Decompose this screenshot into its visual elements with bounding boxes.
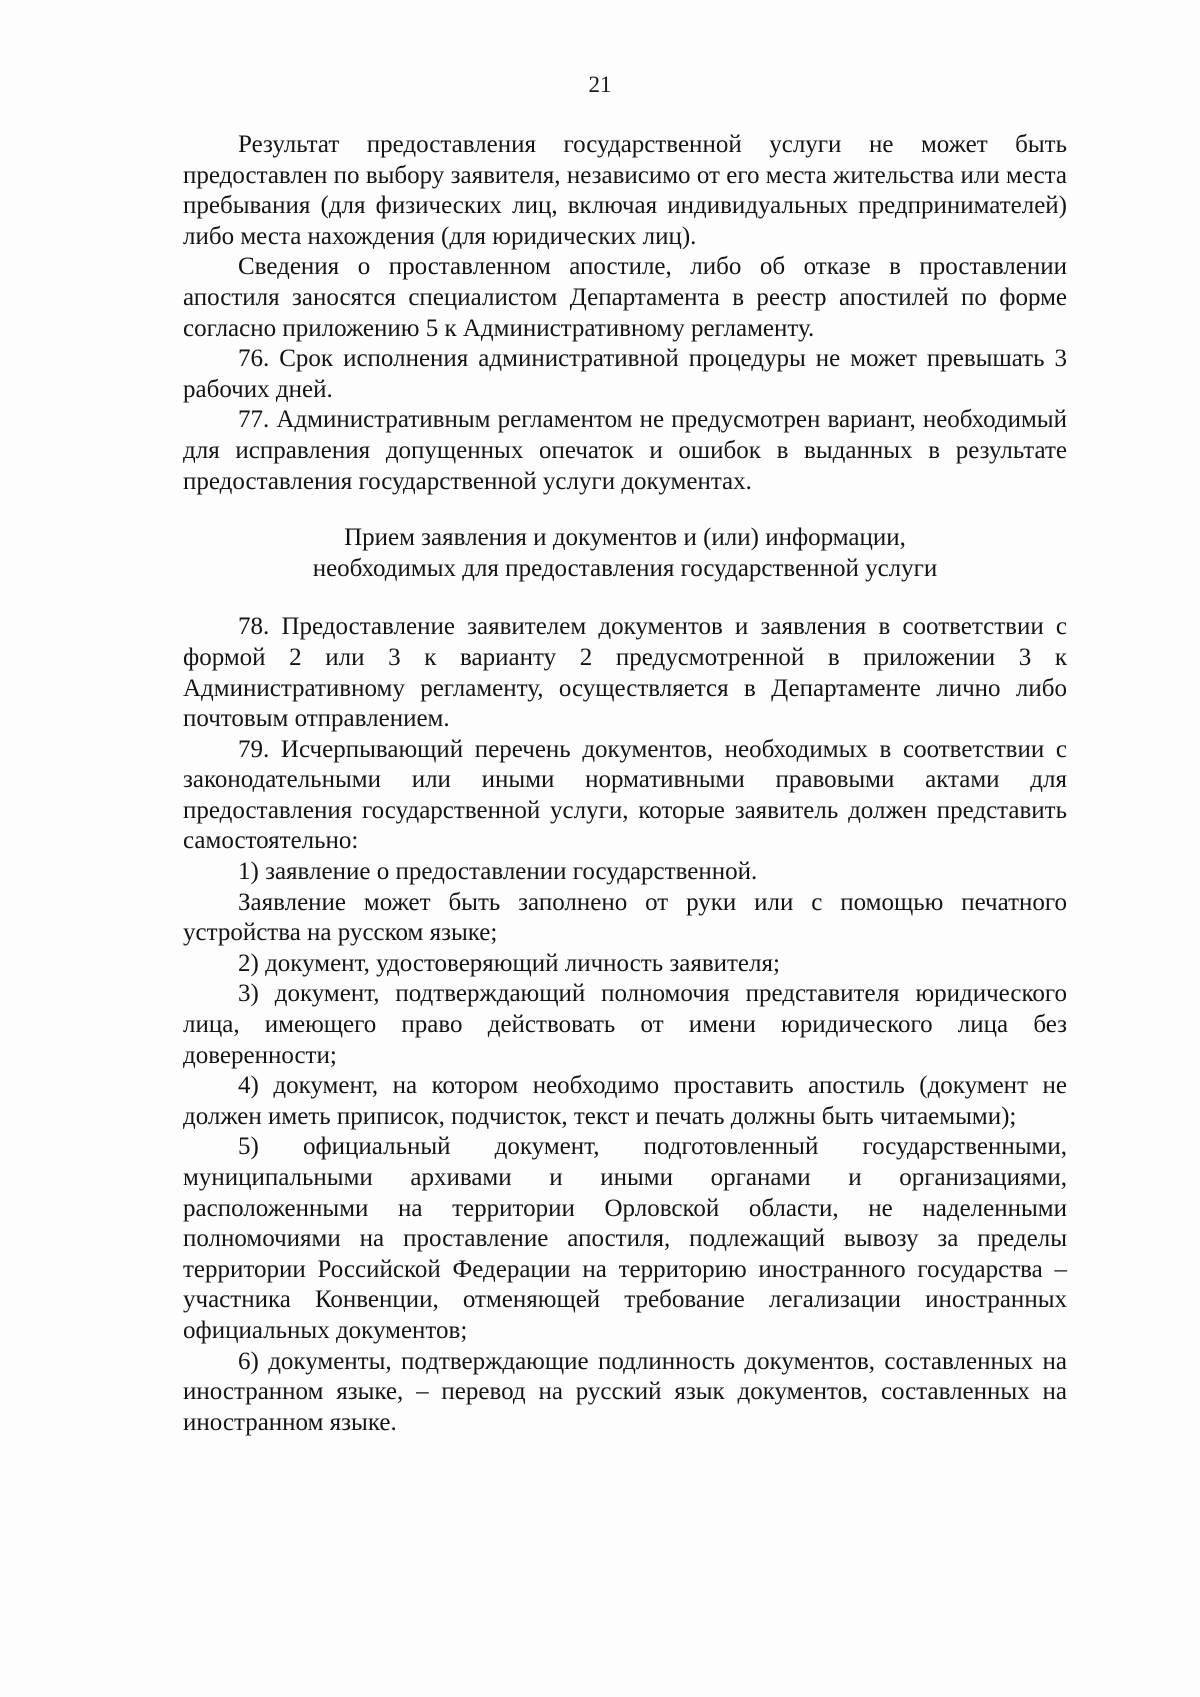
- paragraph-76-term: 76. Срок исполнения административной процедуры не может превышать 3 рабочих дней.: [183, 345, 1067, 403]
- paragraph-apostille-registry: Сведения о проставленном апостиле, либо об отказе в проставлении апостиля заносятся специалистом Департамента в реестр апостилей по форме согласно приложению 5 к Административному регламенту.: [183, 253, 1067, 342]
- list-item-6-translation: 6) документы, подтверждающие подлинность документов, составленных на иностранном языке, – перевод на русский язык документов, составленных на иностранном языке.: [183, 1347, 1067, 1436]
- list-item-5-official-document: 5) официальный документ, подготовленный государственными, муниципальными архивами и иными органами и организациями, расположенными на территории Орловской области, не наделенными полномочиями на проставление апостиля, подлежащий вывозу за пределы территории Российской Федерации на территорию иностранного государства – участника Конвенции, отменяющей требование легализации иностранных официальных документов;: [183, 1133, 1067, 1344]
- section-heading-line-2: необходимых для предоставления государственной услуги: [312, 554, 938, 582]
- document-body: [183, 130, 1067, 1438]
- paragraph-result-location: Результат предоставления государственной услуги не может быть предоставлен по выбору заявителя, независимо от его места жительства или места пребывания (для физических лиц, включая индивидуальных предпринимателей) либо места нахождения (для юридических лиц).: [183, 131, 1067, 250]
- list-item-4-apostille-document: 4) документ, на котором необходимо проставить апостиль (документ не должен иметь приписок, подчисток, текст и печать должны быть читаемыми);: [183, 1072, 1067, 1130]
- list-item-3-authority: 3) документ, подтверждающий полномочия представителя юридического лица, имеющего право действовать от имени юридического лица без доверенности;: [183, 980, 1067, 1069]
- paragraph-application-note: Заявление может быть заполнено от руки или с помощью печатного устройства на русском языке;: [183, 888, 1067, 947]
- list-item-1-application: 1) заявление о предоставлении государственной.: [238, 858, 758, 886]
- paragraph-77-corrections: 77. Административным регламентом не предусмотрен вариант, необходимый для исправления допущенных опечаток и ошибок в выданных в результате предоставления государственной услуги документах.: [183, 406, 1067, 495]
- paragraph-79-document-list: 79. Исчерпывающий перечень документов, необходимых в соответствии с законодательными или иными нормативными правовыми актами для предоставления государственной услуги, которые заявитель должен представить самостоятельно:: [183, 735, 1067, 855]
- paragraph-78-submission: 78. Предоставление заявителем документов и заявления в соответствии с формой 2 или 3 к варианту 2 предусмотренной в приложении 3 к Административному регламенту, осуществляется в Департаменте лично либо почтовым отправлением.: [183, 613, 1067, 733]
- list-item-2-identity: 2) документ, удостоверяющий личность заявителя;: [238, 949, 780, 977]
- section-heading: [183, 523, 1067, 584]
- section-heading-line-1: Прием заявления и документов и (или) информации,: [344, 524, 906, 552]
- page-number: 21: [588, 72, 612, 97]
